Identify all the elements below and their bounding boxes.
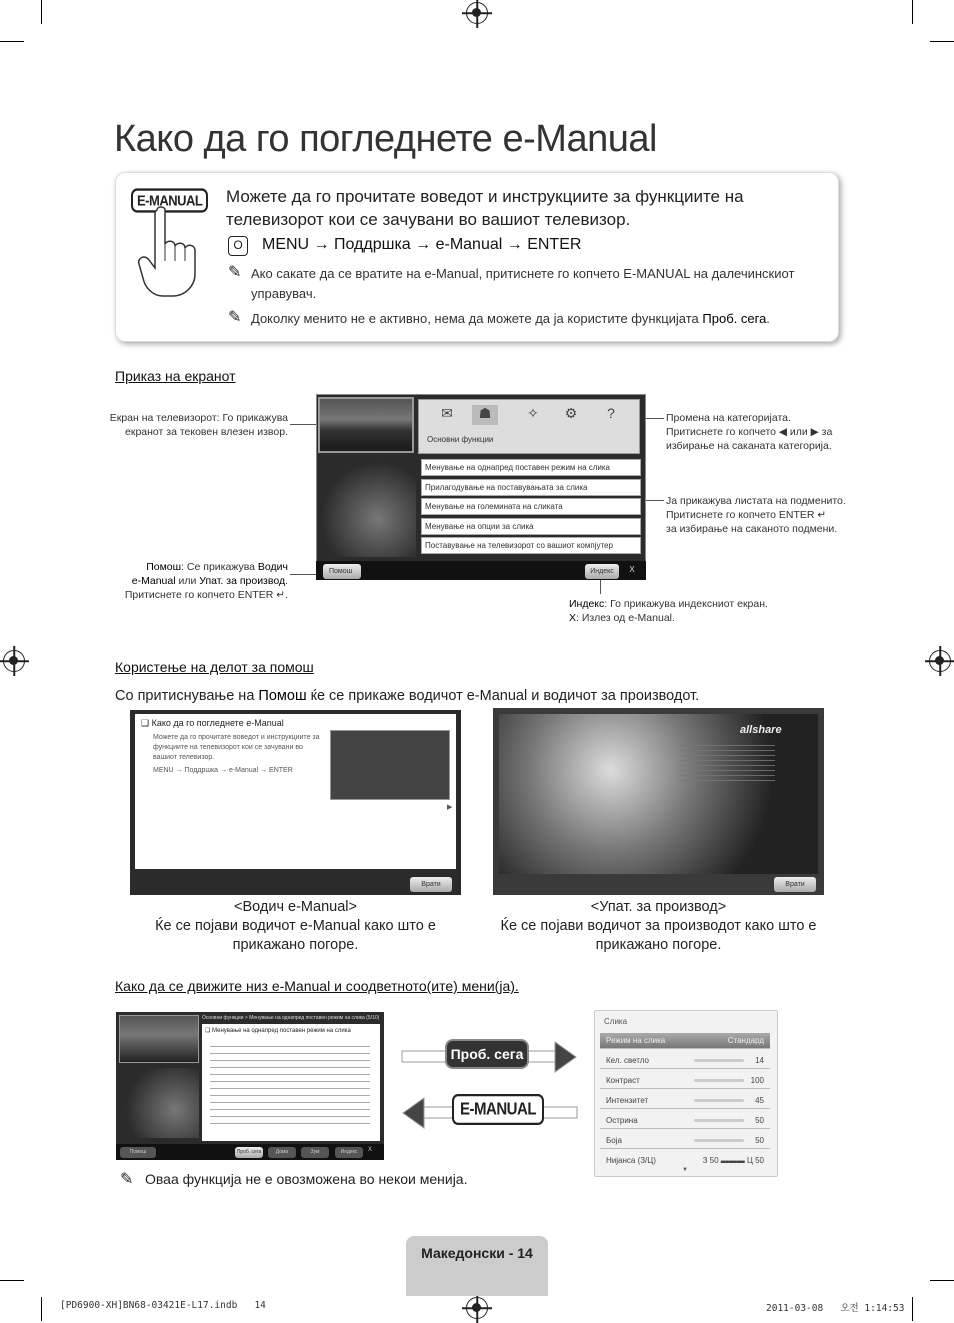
guide-text: Можете да го прочитате воведот и инструкциите за функциите на телевизорот кои се зачувани во вашиот телевизор. [153,734,320,761]
submenu-item[interactable]: Прилагодување на поставувањата за слика [421,479,641,496]
note-1: Ако сакате да се вратите на e-Manual, притиснете го копчето E-MANUAL на далечинскиот управувач. [251,266,795,301]
back-button[interactable]: Врати [410,877,452,892]
submenu-item[interactable]: Менување на големината на сликата [421,498,641,515]
label-index: Индекс: Го прикажува индексниот екран. X: Излез од e-Manual. [569,598,768,624]
crop-mark [41,1297,42,1321]
category-tab-icon[interactable]: ✉ [441,405,453,421]
guide-path: MENU → Поддршка → e-Manual → ENTER [153,767,293,774]
footer-date: 2011-03-08 오전 1:14:53 [766,1303,905,1314]
help-button[interactable]: Помош [323,564,361,579]
section-heading-screen: Приказ на екранот [115,368,236,384]
category-title: Основни функции [427,435,494,444]
page-number: Македонски - 14 [421,1245,533,1261]
index-button[interactable]: Индекс [335,1147,363,1158]
tv-preview-image [119,1015,199,1063]
category-tab-icon[interactable]: ☗ [472,405,498,425]
breadcrumb: Основни функции > Менување на однапред поставен режим на слика (5/10) [202,1015,380,1021]
note-2: Доколку менито не е активно, нема да можете да ја користите функцијата Проб. сега. [251,311,770,326]
help-button[interactable]: Помош [120,1147,156,1158]
section-heading-nav: Како да се движите низ e-Manual и соодветното(ите) мени(ја). [115,978,519,994]
crop-mark [930,41,954,42]
settings-row[interactable]: Режим на слика Стандард [600,1033,770,1049]
product-guide-text [680,745,775,785]
settings-title: Слика [604,1017,628,1026]
note-icon: ✎ [120,1171,134,1188]
caption-guide: <Водич e-Manual> Ќе се појави водичот e-Manual како што е прикажано погоре. [155,899,436,953]
emanual-button-icon: E-MANUAL [452,1096,544,1123]
crop-mark [0,41,24,42]
nav-page-text [210,1040,370,1130]
page-title: Како да го погледнете e-Manual [114,118,657,160]
help-intro-line: Со притиснување на Помош ќе се прикаже водичот e-Manual и водичот за производот. [115,688,700,704]
remote-icon: O [228,236,248,256]
index-button[interactable]: Индекс [585,564,619,579]
leader-line [290,574,318,575]
registration-mark-icon [466,1297,488,1319]
crop-mark [930,1280,954,1281]
label-help: Помош: Се прикажува Водич e-Manual или Упат. за производ. Притиснете го копчето ENTER ↵. [124,561,288,601]
registration-mark-icon [466,2,488,24]
category-tab-icon[interactable]: ✧ [527,405,539,421]
menu-path: MENU → Поддршка → e-Manual → ENTER [262,236,582,253]
allshare-logo: allshare [740,724,782,736]
submenu-item[interactable]: Поставување на телевизорот со вашиот компјутер [421,537,641,554]
settings-row[interactable]: Интензитет 45 [600,1093,770,1109]
crop-mark [912,0,913,24]
tv-preview-image [318,397,414,453]
product-guide-image [499,714,818,874]
next-arrow-icon[interactable]: ▶ [447,804,453,811]
note-icon: ✎ [228,264,242,281]
settings-row[interactable]: Кел. светло 14 [600,1053,770,1069]
registration-mark-icon [929,650,951,672]
category-tab-icon[interactable]: ⚙ [564,405,578,421]
try-now-button[interactable]: Проб. сега [235,1147,263,1158]
leader-line [290,424,318,425]
category-tab-icon[interactable]: ? [607,405,615,421]
zoom-button[interactable]: Зум [301,1147,329,1158]
scroll-down-icon[interactable]: ▼ [682,1167,688,1173]
crop-mark [0,1280,24,1281]
submenu-item[interactable]: Менување на опции за слика [421,518,641,535]
decor-orb [320,462,416,557]
label-submenu: Ја прикажува листата на подменито. Притиснете го копчето ENTER ↵ за избирање на саканото подмени. [666,495,846,535]
label-tv-screen: Екран на телевизорот: Го прикажува екранот за тековен влезен извор. [109,412,288,438]
note-icon: ✎ [228,309,242,326]
emanual-button-icon: E-MANUAL [131,190,208,211]
caption-product: <Упат. за производ> Ќе се појави водичот за производот како што е прикажано погоре. [500,899,817,953]
settings-row[interactable]: Острина 50 [600,1113,770,1129]
leader-line [646,418,664,419]
exit-button[interactable]: X [368,1147,373,1153]
crop-mark [912,1297,913,1321]
hand-pointer-icon [135,206,205,301]
guide-mini-screen [330,730,450,800]
footer-file: [PD6900-XH]BN68-03421E-L17.indb 14 [60,1300,266,1311]
nav-page-heading: ❑ Менување на однапред поставен режим на слика [205,1028,351,1034]
home-button[interactable]: Дома [268,1147,296,1158]
crop-mark [41,0,42,24]
back-button[interactable]: Врати [774,877,816,892]
submenu-item[interactable]: Менување на однапред поставен режим на слика [421,459,641,476]
exit-button[interactable]: X [629,565,635,574]
settings-row[interactable]: Боја 50 [600,1133,770,1149]
settings-row[interactable]: Нијанса (З/Ц) З 50 ▬▬▬ Ц 50 [606,1156,764,1165]
registration-mark-icon [3,650,25,672]
decor-orb [119,1068,199,1138]
label-category: Промена на категоријата. Притиснете го копчето ◀ или ▶ за избирање на саканата категорија. [666,412,833,452]
guide-title: ❑ Како да го погледнете e-Manual [141,718,284,728]
nav-note: Оваа функција не е овозможена во некои менија. [145,1171,468,1187]
leader-line [600,580,601,594]
section-heading-help: Користење на делот за помош [115,659,314,675]
settings-row[interactable]: Контраст 100 [600,1073,770,1089]
intro-text: Можете да го прочитате воведот и инструкциите за функциите на телевизорот кои се зачувани во вашиот телевизор. [226,187,744,229]
leader-line [646,500,664,501]
try-now-label: Проб. сега [445,1039,529,1069]
